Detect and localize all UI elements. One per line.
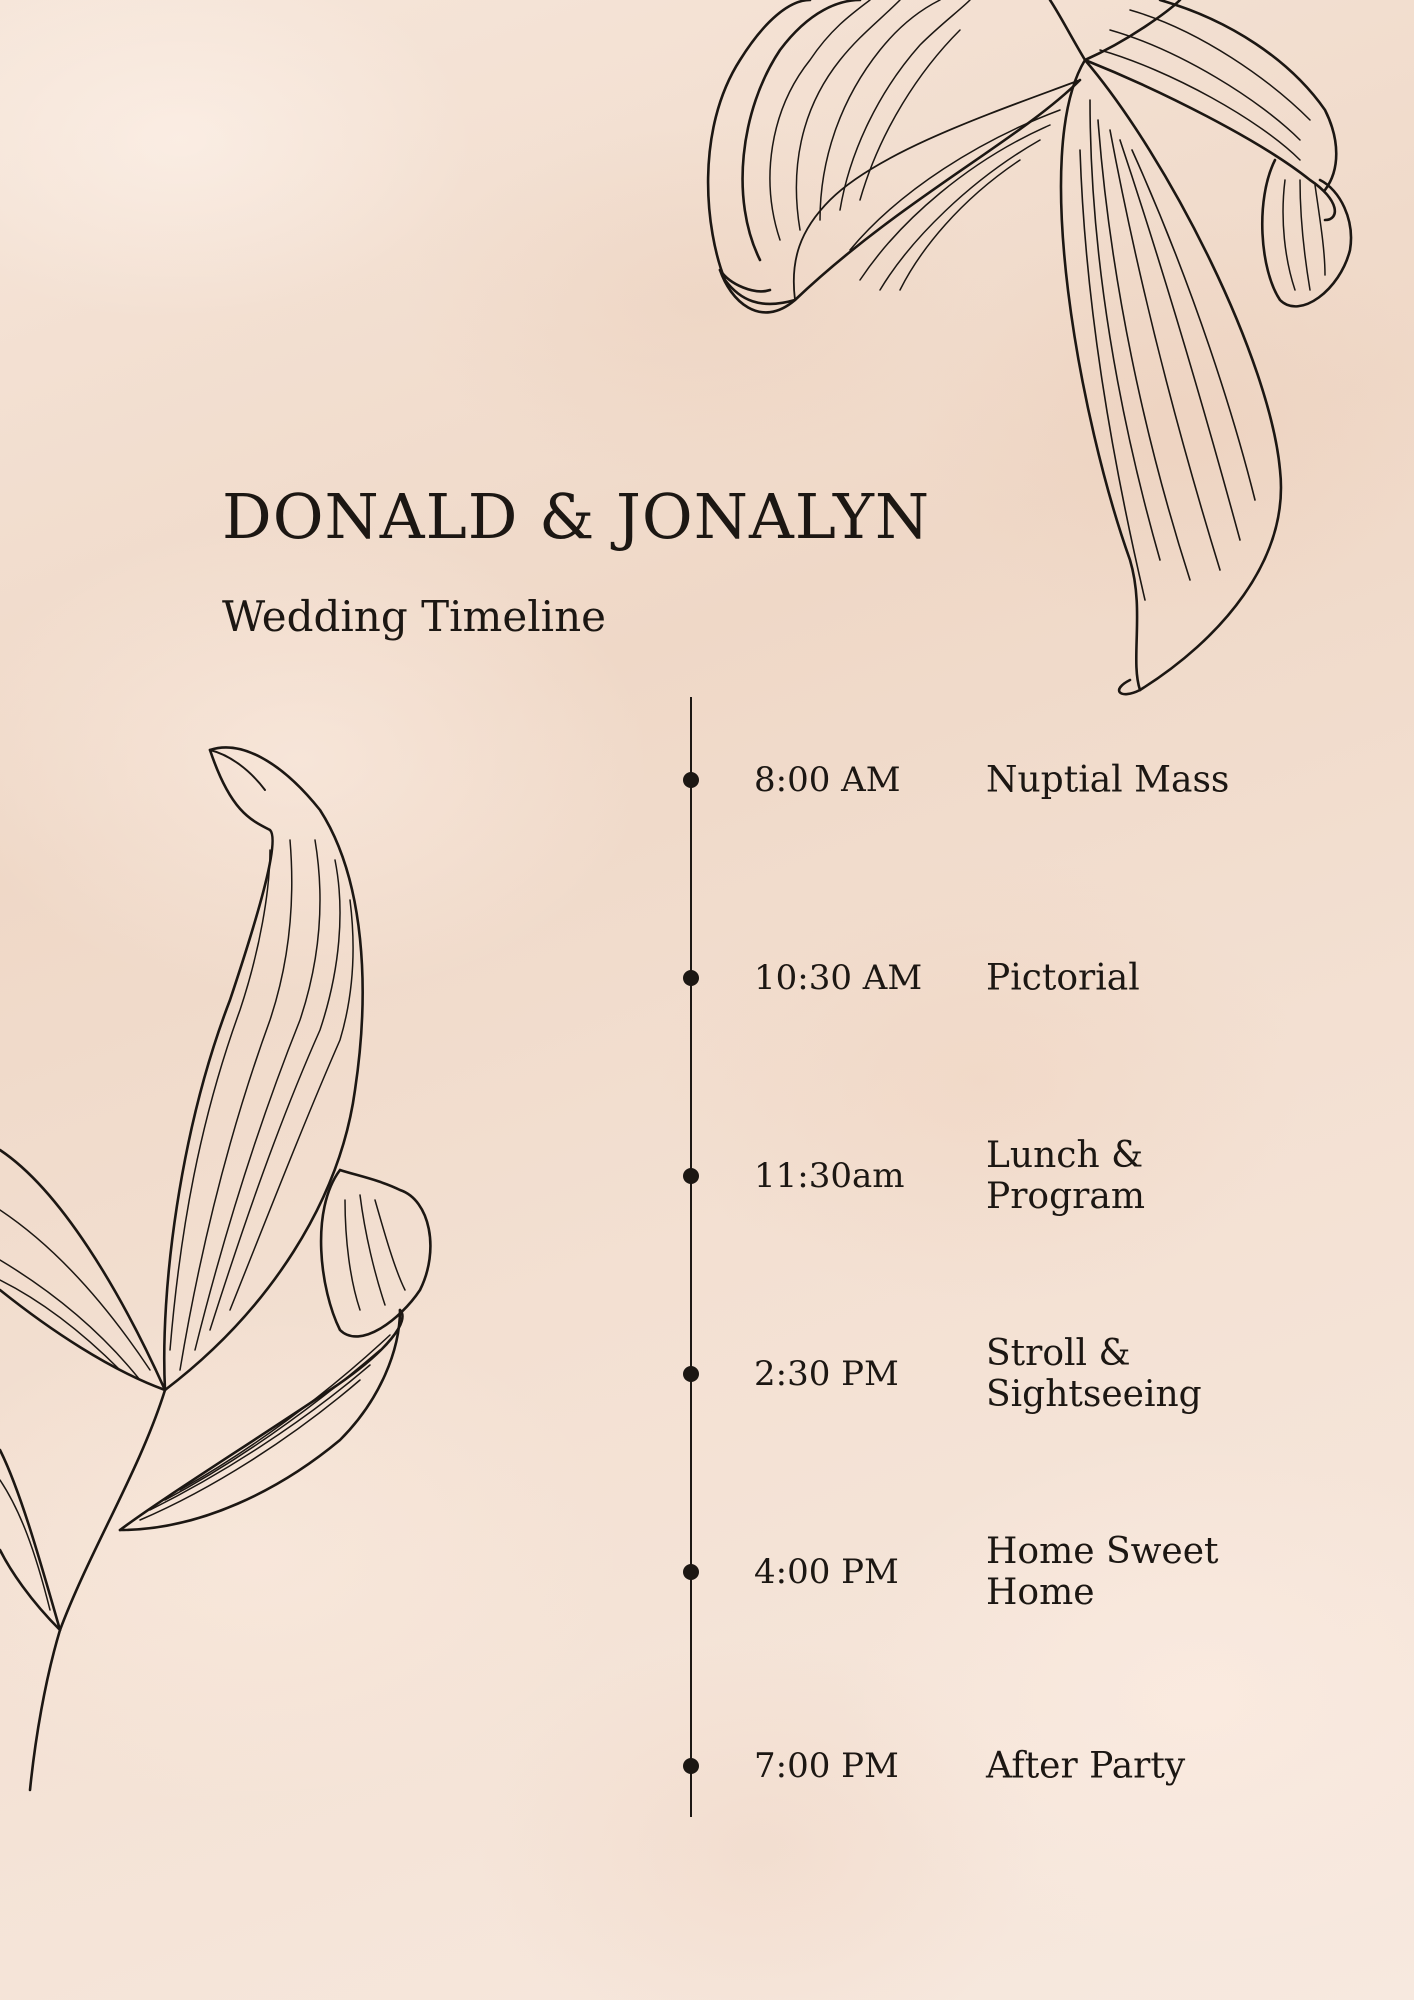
timeline-event: Stroll & Sightseeing <box>986 1333 1202 1415</box>
timeline-dot-icon <box>683 1758 699 1774</box>
timeline-event: Home Sweet Home <box>986 1531 1219 1613</box>
timeline-dot-icon <box>683 1168 699 1184</box>
timeline-event: Nuptial Mass <box>986 759 1230 801</box>
timeline-dot-icon <box>683 970 699 986</box>
leaf-illustration-top-icon <box>700 0 1360 700</box>
timeline-time: 8:00 AM <box>754 760 901 800</box>
timeline-time: 7:00 PM <box>754 1746 899 1786</box>
timeline-event: Pictorial <box>986 957 1140 999</box>
couple-names-title: DONALD & JONALYN <box>222 480 931 553</box>
timeline-time: 10:30 AM <box>754 958 923 998</box>
timeline-dot-icon <box>683 1366 699 1382</box>
timeline-time: 2:30 PM <box>754 1354 899 1394</box>
timeline-event: Lunch & Program <box>986 1135 1145 1217</box>
page-subtitle: Wedding Timeline <box>222 592 606 641</box>
timeline-dot-icon <box>683 772 699 788</box>
timeline-time: 11:30am <box>754 1156 905 1196</box>
timeline-time: 4:00 PM <box>754 1552 899 1592</box>
timeline-line <box>690 697 692 1817</box>
timeline-event: After Party <box>986 1745 1186 1787</box>
timeline-dot-icon <box>683 1564 699 1580</box>
leaf-illustration-left-icon <box>0 730 450 1810</box>
